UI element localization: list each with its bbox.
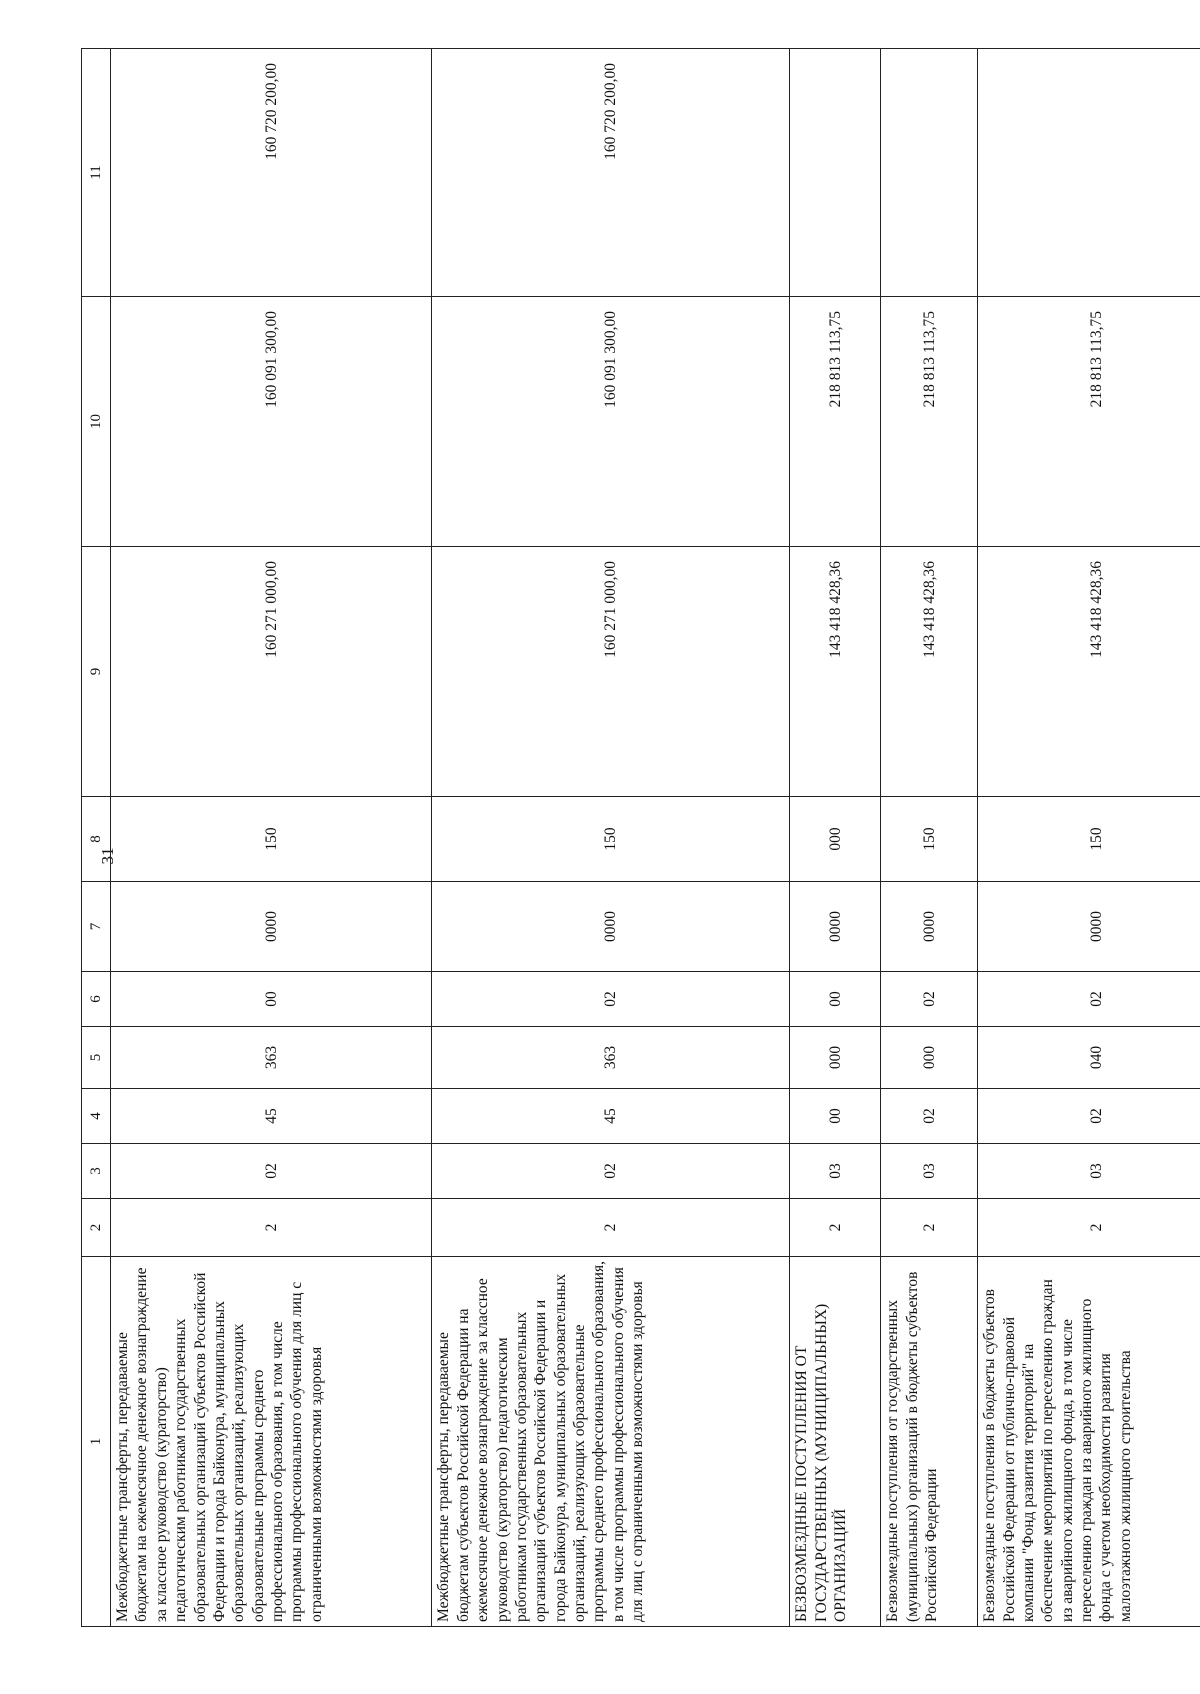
column-header: 2 bbox=[82, 1199, 111, 1257]
row-description: Межбюджетные трансферты, передаваемые бюджетам субъектов Российской Федерации на ежемесячное денежное вознаграждение за классное руководство (кураторство) педагогическим работникам государственных образовательных организаций субъектов Российской Федерации и города Байконура, муниципальных образовательных организаций, реализующих образовательные программы среднего профессионального образования, в том числе программы профессионального обучения для лиц с ограниченными возможностями здоровья bbox=[432, 1257, 790, 1627]
cell-col6: 00 bbox=[111, 972, 432, 1027]
cell-col4: 45 bbox=[111, 1089, 432, 1144]
cell-col7: 0000 bbox=[432, 882, 790, 972]
cell-col2: 2 bbox=[881, 1199, 978, 1257]
cell-col11 bbox=[790, 49, 881, 297]
cell-col7: 0000 bbox=[881, 882, 978, 972]
cell-col4: 02 bbox=[978, 1089, 1200, 1144]
cell-col10: 160 091 300,00 bbox=[111, 297, 432, 547]
cell-col10: 160 091 300,00 bbox=[432, 297, 790, 547]
cell-col8: 150 bbox=[432, 797, 790, 882]
cell-col5: 363 bbox=[111, 1027, 432, 1089]
row-description: Межбюджетные трансферты, передаваемые бюджетам на ежемесячное денежное вознаграждение за классное руководство (кураторство) педагогическим работникам государственных образовательных организаций субъектов Российской Федерации и города Байконура, муниципальных образовательных организаций, реализующих образовательные программы среднего профессионального образования, в том числе программы профессионального обучения для лиц с ограниченными возможностями здоровья bbox=[111, 1257, 432, 1627]
cell-col10: 218 813 113,75 bbox=[978, 297, 1200, 547]
table-row bbox=[111, 49, 432, 1627]
cell-col3: 02 bbox=[432, 1144, 790, 1199]
cell-col9: 160 271 000,00 bbox=[432, 547, 790, 797]
cell-col3: 02 bbox=[111, 1144, 432, 1199]
cell-col8: 000 bbox=[790, 797, 881, 882]
cell-col4: 45 bbox=[432, 1089, 790, 1144]
cell-col9: 160 271 000,00 bbox=[111, 547, 432, 797]
column-header: 4 bbox=[82, 1089, 111, 1144]
cell-col2: 2 bbox=[790, 1199, 881, 1257]
cell-col11: 160 720 200,00 bbox=[432, 49, 790, 297]
budget-table-rotated bbox=[81, 49, 1200, 1627]
cell-col9: 143 418 428,36 bbox=[978, 547, 1200, 797]
cell-col5: 363 bbox=[432, 1027, 790, 1089]
cell-col9: 143 418 428,36 bbox=[881, 547, 978, 797]
column-header: 5 bbox=[82, 1027, 111, 1089]
column-header: 1 bbox=[82, 1257, 111, 1627]
column-header: 3 bbox=[82, 1144, 111, 1199]
table-row bbox=[432, 49, 790, 1627]
cell-col7: 0000 bbox=[111, 882, 432, 972]
cell-col5: 040 bbox=[978, 1027, 1200, 1089]
column-header: 7 bbox=[82, 882, 111, 972]
table-header-row bbox=[82, 49, 111, 1627]
cell-col6: 02 bbox=[978, 972, 1200, 1027]
cell-col10: 218 813 113,75 bbox=[790, 297, 881, 547]
column-header: 10 bbox=[82, 297, 111, 547]
cell-col9: 143 418 428,36 bbox=[790, 547, 881, 797]
cell-col3: 03 bbox=[790, 1144, 881, 1199]
cell-col10: 218 813 113,75 bbox=[881, 297, 978, 547]
row-description: Безвозмездные поступления в бюджеты субъектов Российской Федерации от публично-правовой компании "Фонд развития территорий" на обеспечение мероприятий по переселению граждан из аварийного жилищного фонда, в том числе переселению граждан из аварийного жилищного фонда с учетом необходимости развития малоэтажного жилищного строительства bbox=[978, 1257, 1200, 1627]
row-description: Безвозмездные поступления от государственных (муниципальных) организаций в бюджеты субъектов Российской Федерации bbox=[881, 1257, 978, 1627]
cell-col5: 000 bbox=[881, 1027, 978, 1089]
column-header: 9 bbox=[82, 547, 111, 797]
cell-col8: 150 bbox=[111, 797, 432, 882]
cell-col7: 0000 bbox=[790, 882, 881, 972]
table-row bbox=[881, 49, 978, 1627]
page-number: 31 bbox=[98, 847, 117, 865]
column-header: 11 bbox=[82, 49, 111, 297]
column-header: 8 bbox=[82, 797, 111, 882]
cell-col8: 150 bbox=[881, 797, 978, 882]
cell-col3: 03 bbox=[978, 1144, 1200, 1199]
cell-col11 bbox=[881, 49, 978, 297]
cell-col7: 0000 bbox=[978, 882, 1200, 972]
cell-col6: 00 bbox=[790, 972, 881, 1027]
cell-col3: 03 bbox=[881, 1144, 978, 1199]
cell-col6: 02 bbox=[881, 972, 978, 1027]
cell-col2: 2 bbox=[978, 1199, 1200, 1257]
cell-col6: 02 bbox=[432, 972, 790, 1027]
cell-col8: 150 bbox=[978, 797, 1200, 882]
cell-col4: 00 bbox=[790, 1089, 881, 1144]
cell-col11 bbox=[978, 49, 1200, 297]
cell-col4: 02 bbox=[881, 1089, 978, 1144]
column-header: 6 bbox=[82, 972, 111, 1027]
table-row bbox=[978, 49, 1200, 1627]
cell-col2: 2 bbox=[432, 1199, 790, 1257]
cell-col2: 2 bbox=[111, 1199, 432, 1257]
cell-col11: 160 720 200,00 bbox=[111, 49, 432, 297]
cell-col5: 000 bbox=[790, 1027, 881, 1089]
table-row bbox=[790, 49, 881, 1627]
budget-table bbox=[81, 48, 1200, 1627]
row-description: БЕЗВОЗМЕЗДНЫЕ ПОСТУПЛЕНИЯ ОТ ГОСУДАРСТВЕННЫХ (МУНИЦИПАЛЬНЫХ) ОРГАНИЗАЦИЙ bbox=[790, 1257, 881, 1627]
